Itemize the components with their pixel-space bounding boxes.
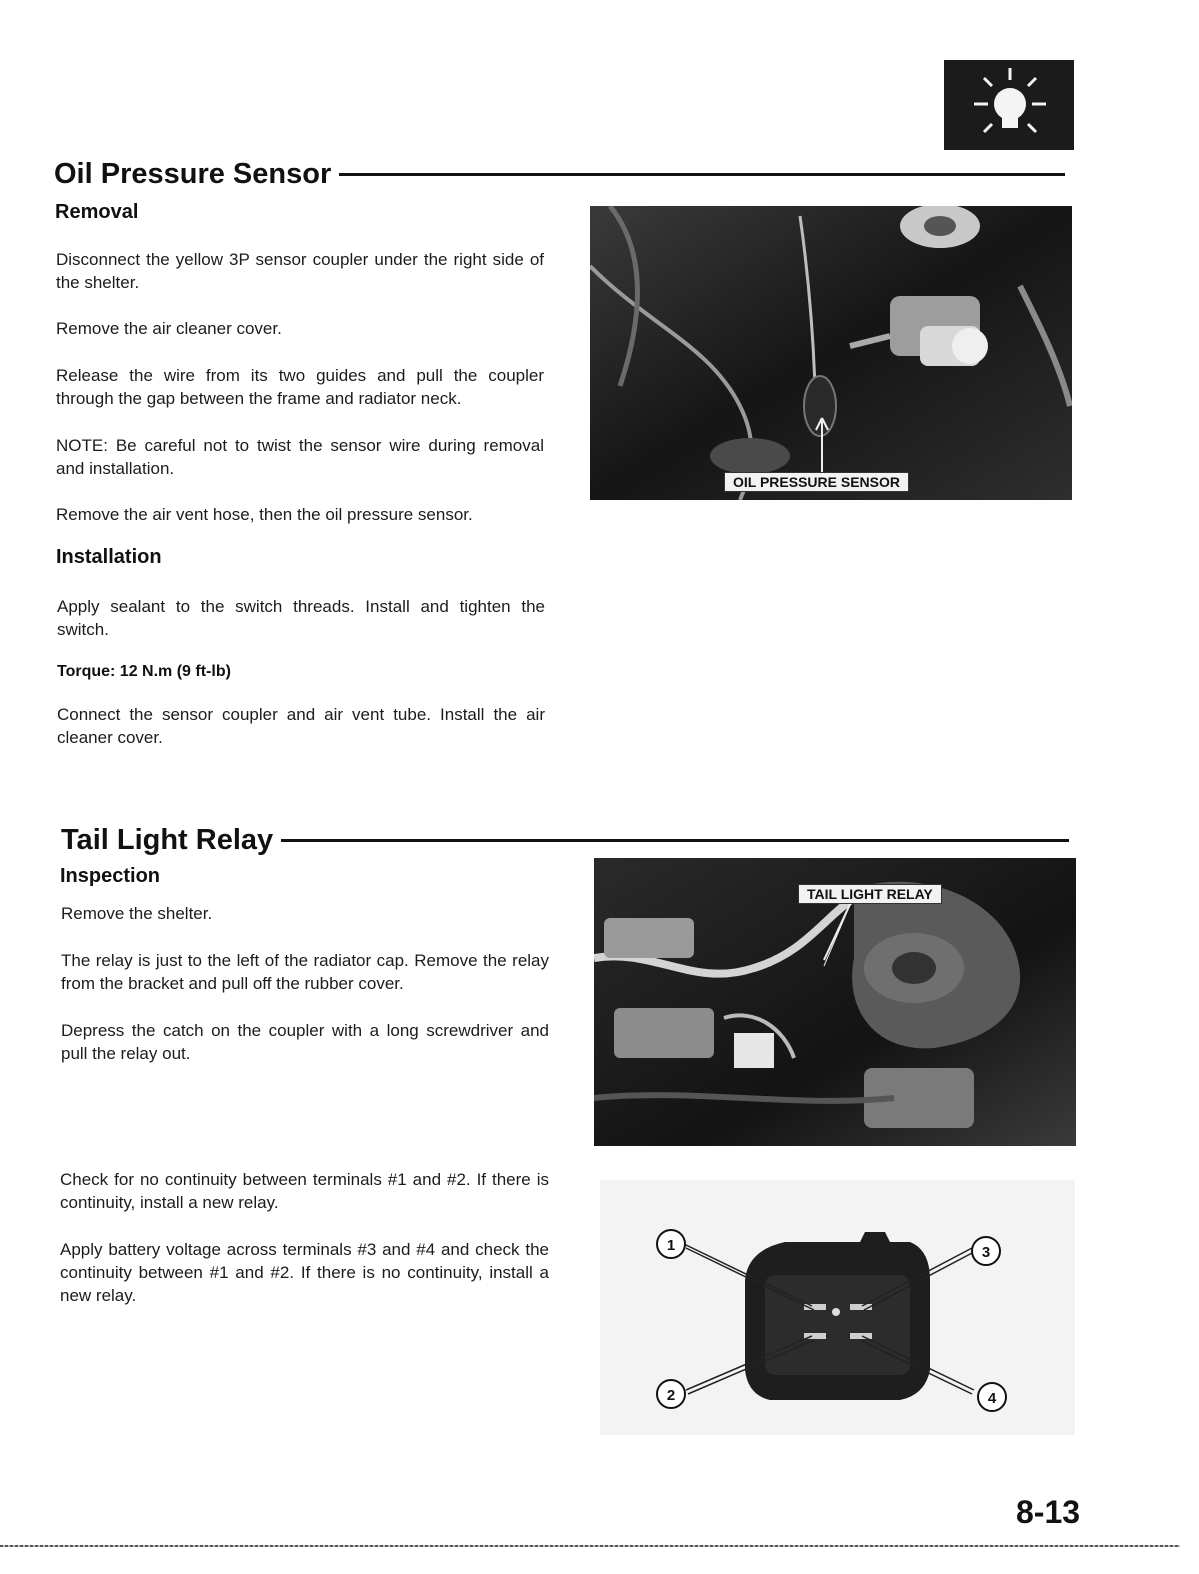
removal-steps xyxy=(56,248,544,526)
oil-pressure-sensor-photo xyxy=(590,206,1072,500)
inspection-step-4: Check for no continuity between terminals #1 and #2. If there is continuity, install a new relay. xyxy=(60,1170,549,1212)
removal-step-3: Release the wire from its two guides and pull the coupler through the gap between the frame and radiator neck. xyxy=(56,366,544,408)
light-bulb-icon xyxy=(944,60,1074,150)
removal-step-1: Disconnect the yellow 3P sensor coupler under the right side of the shelter. xyxy=(56,250,544,292)
removal-step-4: Remove the air vent hose, then the oil pressure sensor. xyxy=(56,505,473,524)
inspection-step-3: Depress the catch on the coupler with a long screwdriver and pull the relay out. xyxy=(61,1021,549,1063)
chapter-icon-box xyxy=(944,60,1074,150)
oil-pressure-sensor-heading xyxy=(54,158,1065,191)
torque-spec: Torque: 12 N.m (9 ft-lb) xyxy=(57,663,231,680)
installation-steps xyxy=(57,595,545,749)
tail-light-relay-photo xyxy=(594,858,1076,1146)
terminal-4-number: 4 xyxy=(987,1390,997,1407)
engine-photo-graphic xyxy=(590,206,1072,500)
installation-heading: Installation xyxy=(56,546,162,568)
section-title: Oil Pressure Sensor xyxy=(54,158,332,190)
oil-pressure-sensor-label: OIL PRESSURE SENSOR xyxy=(724,472,909,492)
installation-step-2: Connect the sensor coupler and air vent tube. Install the air cleaner cover. xyxy=(57,705,545,747)
terminal-1-number: 1 xyxy=(666,1237,676,1254)
terminal-3-number: 3 xyxy=(981,1244,991,1261)
removal-heading: Removal xyxy=(55,201,139,223)
title-rule xyxy=(339,173,1065,176)
page-number: 8-13 xyxy=(1016,1494,1081,1530)
inspection-step-2: The relay is just to the left of the radiator cap. Remove the relay from the bracket and pull off the rubber cover. xyxy=(61,951,549,993)
section-title: Tail Light Relay xyxy=(61,824,274,856)
terminal-2-number: 2 xyxy=(666,1387,676,1404)
continuity-steps xyxy=(60,1168,549,1307)
installation-step-1: Apply sealant to the switch threads. Install and tighten the switch. xyxy=(57,597,545,639)
relay-terminal-photo xyxy=(600,1180,1075,1435)
tail-light-relay-label: TAIL LIGHT RELAY xyxy=(798,884,942,904)
relay-terminal-graphic xyxy=(600,1180,1075,1435)
removal-step-2: Remove the air cleaner cover. xyxy=(56,319,282,338)
title-rule xyxy=(281,839,1069,842)
inspection-heading: Inspection xyxy=(60,865,161,887)
inspection-step-5: Apply battery voltage across terminals #3 and #4 and check the continuity between #1 and #2. If there is no continuity, install a new relay. xyxy=(60,1240,549,1305)
inspection-step-1: Remove the shelter. xyxy=(61,904,213,923)
removal-note: NOTE: Be careful not to twist the sensor wire during removal and installation. xyxy=(56,436,544,478)
inspection-steps xyxy=(61,902,549,1065)
bottom-rule xyxy=(0,1545,1180,1547)
tail-light-relay-heading xyxy=(61,824,1069,857)
